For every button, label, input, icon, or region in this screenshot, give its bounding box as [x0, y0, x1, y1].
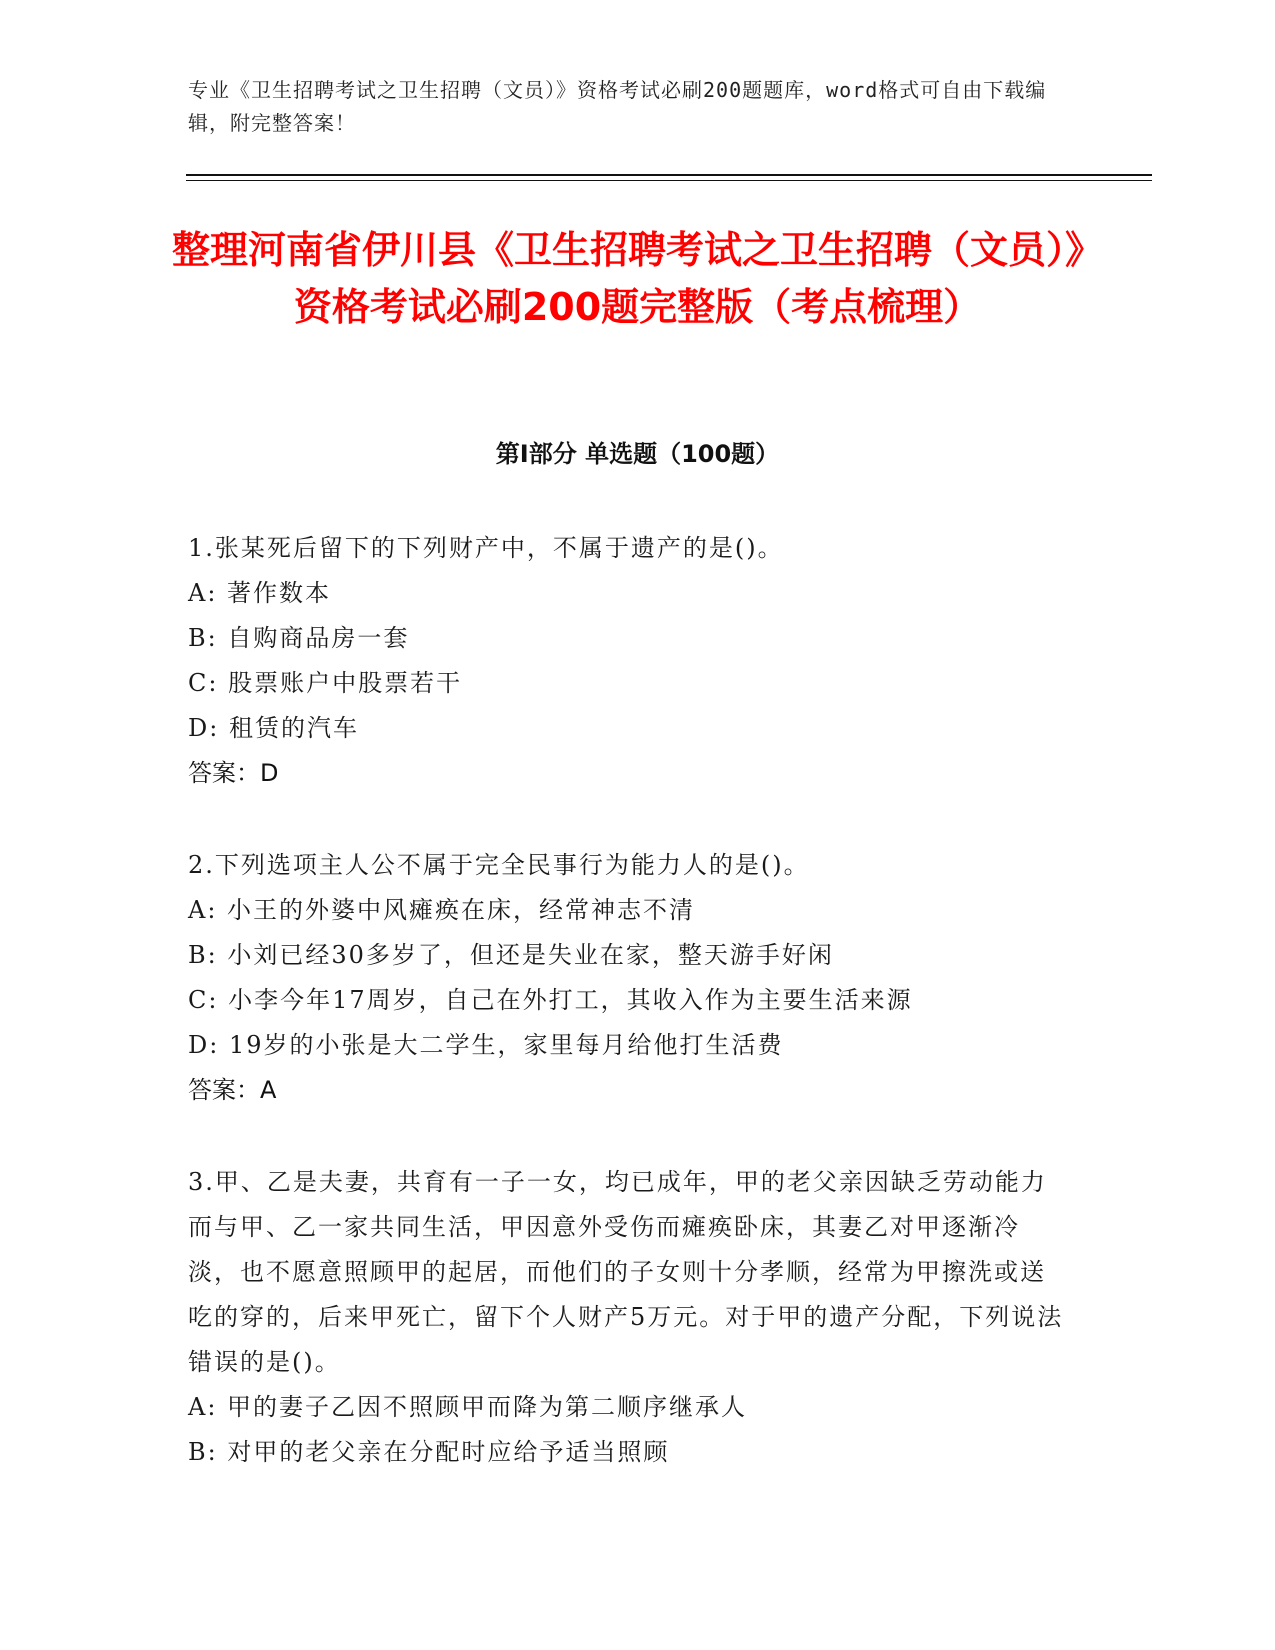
option-b: B: 小刘已经30多岁了，但还是失业在家，整天游手好闲	[188, 941, 834, 969]
option-a: A: 小王的外婆中风瘫痪在床，经常神志不清	[188, 896, 696, 924]
option-b: B: 自购商品房一套	[188, 624, 410, 652]
header-note: 专业《卫生招聘考试之卫生招聘（文员）》资格考试必刷200题题库，word格式可自由下载编辑，附完整答案！	[188, 78, 1047, 135]
answer: 答案：D	[188, 759, 279, 787]
option-b: B: 对甲的老父亲在分配时应给予适当照顾	[188, 1438, 670, 1466]
question-text: 1.张某死后留下的下列财产中，不属于遗产的是()。	[188, 534, 784, 562]
section-heading: 第Ⅰ部分 单选题（100题）	[495, 440, 780, 468]
header-divider-thin	[186, 180, 1152, 181]
option-d: D: 19岁的小张是大二学生，家里每月给他打生活费	[188, 1031, 784, 1059]
option-c: C: 小李今年17周岁，自己在外打工，其收入作为主要生活来源	[188, 986, 913, 1014]
question-text: 3.甲、乙是夫妻，共育有一子一女，均已成年，甲的老父亲因缺乏劳动能力而与甲、乙一家共同生活，甲因意外受伤而瘫痪卧床，其妻乙对甲逐渐冷淡，也不愿意照顾甲的起居，而他们的子女则十分孝顺，经常为甲擦洗或送吃的穿的，后来甲死亡，留下个人财产5万元。对于甲的遗产分配，下列说法错误的是()。	[188, 1168, 1064, 1376]
question-1	[188, 526, 1068, 796]
question-2	[188, 843, 1068, 1113]
answer: 答案：A	[188, 1076, 277, 1104]
option-d: D: 租赁的汽车	[188, 714, 359, 742]
document-title: 整理河南省伊川县《卫生招聘考试之卫生招聘（文员）》资格考试必刷200题完整版（考点梳理）	[171, 228, 1103, 329]
option-c: C: 股票账户中股票若干	[188, 669, 463, 697]
question-text: 2.下列选项主人公不属于完全民事行为能力人的是()。	[188, 851, 810, 879]
header-divider-thick	[186, 174, 1152, 176]
option-a: A: 著作数本	[188, 579, 332, 607]
question-3	[188, 1160, 1068, 1475]
option-a: A: 甲的妻子乙因不照顾甲而降为第二顺序继承人	[188, 1393, 748, 1421]
